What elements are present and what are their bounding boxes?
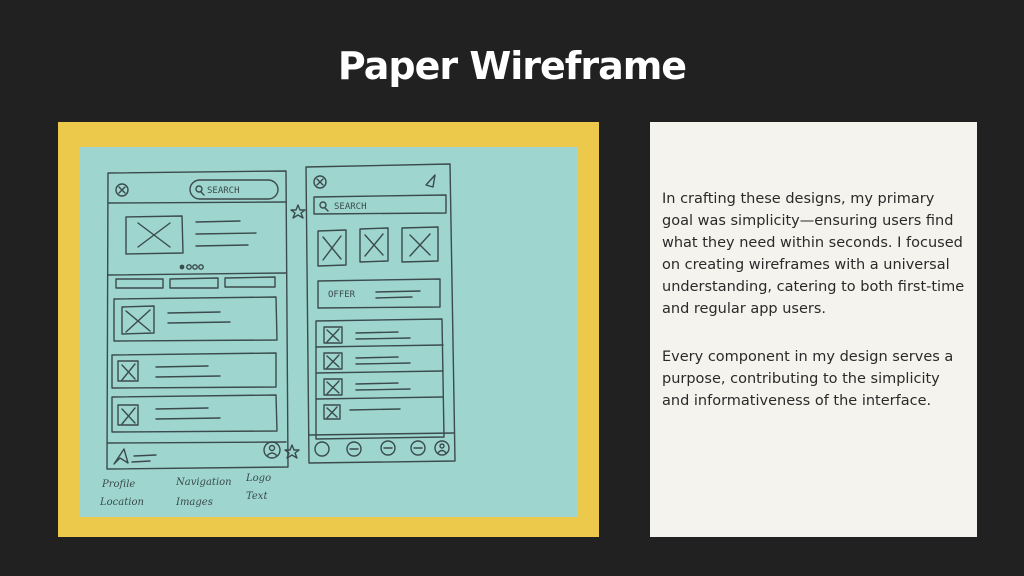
search-label-right: SEARCH — [334, 202, 367, 212]
right-phone-sketch — [291, 164, 455, 463]
offer-label: OFFER — [328, 290, 356, 300]
annotation-logo: Logo — [246, 473, 272, 484]
search-label: SEARCH — [207, 186, 240, 196]
description-paragraph-1: In crafting these designs, my primary goal was simplicity—ensuring users find what they need within seconds. I focused on creating wireframes with a universal understanding, catering to both first-time and regular app users. — [662, 191, 965, 317]
description-paragraph-2: Every component in my design serves a purpose, contributing to the simplicity and informativeness of the interface. — [662, 349, 954, 409]
location-icon — [114, 449, 128, 464]
wireframe-sketch — [80, 147, 577, 517]
wireframe-sketch-photo — [80, 147, 577, 517]
description-panel — [650, 122, 977, 537]
left-phone-sketch — [107, 171, 299, 469]
slide-title: Paper Wireframe — [337, 44, 687, 88]
annotation-navigation: Navigation — [176, 477, 232, 488]
annotation-text: Text — [246, 491, 268, 502]
annotations — [99, 473, 271, 508]
star-icon — [285, 445, 299, 458]
annotation-images: Images — [176, 497, 213, 508]
annotation-location: Location — [100, 497, 144, 508]
annotation-profile: Profile — [102, 479, 136, 490]
